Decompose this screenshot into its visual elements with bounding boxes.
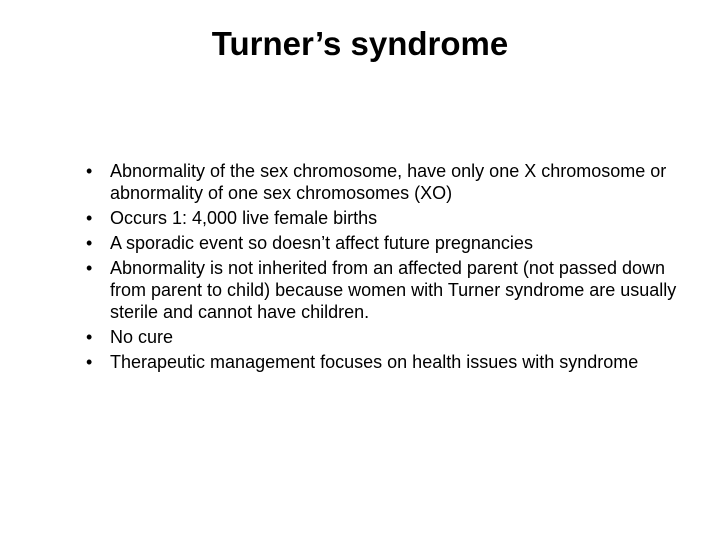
bullet-item (86, 232, 686, 254)
slide-title: Turner’s syndrome (211, 25, 509, 62)
bullet-text: Occurs 1: 4,000 live female births (110, 208, 378, 228)
bullet-item (86, 351, 686, 373)
bullet-icon: • (86, 327, 93, 347)
bullet-icon: • (86, 233, 93, 253)
bullet-text: Abnormality of the sex chromosome, have only one X chromosome or abnormality of one sex chromosomes (XO) (110, 161, 667, 203)
bullet-text: No cure (110, 327, 174, 347)
bullet-icon: • (86, 258, 93, 278)
bullet-icon: • (86, 208, 93, 228)
bullet-item (86, 207, 686, 229)
bullet-text: Abnormality is not inherited from an affected parent (not passed down from parent to child) because women with Turner syndrome are usually sterile and cannot have children. (110, 258, 677, 322)
bullet-item (86, 160, 686, 204)
bullet-icon: • (86, 161, 93, 181)
bullet-icon: • (86, 352, 93, 372)
bullet-text: A sporadic event so doesn’t affect future pregnancies (110, 233, 533, 253)
bullet-item (86, 257, 686, 323)
bullet-text: Therapeutic management focuses on health issues with syndrome (110, 352, 639, 372)
bullet-item (86, 326, 686, 348)
bullet-list (86, 160, 686, 376)
